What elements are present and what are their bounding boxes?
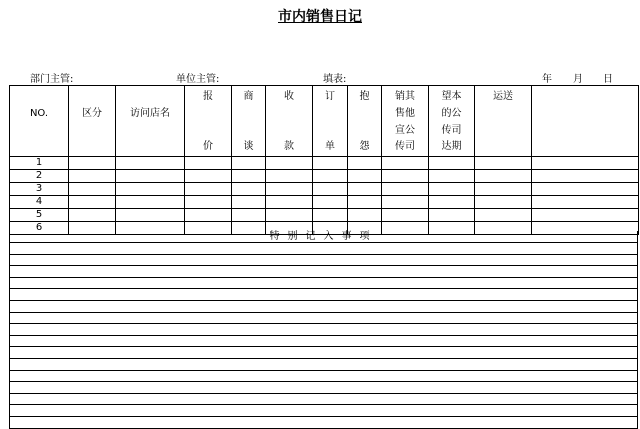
header-order: 订 单 — [313, 86, 348, 157]
notes-title: 特别记入事项 — [9, 231, 638, 243]
note-line[interactable] — [9, 278, 638, 290]
note-line[interactable] — [9, 405, 638, 417]
year-label: 年 — [542, 74, 552, 85]
row-number: 5 — [10, 209, 69, 222]
row-number: 4 — [10, 196, 69, 209]
header-row — [10, 86, 639, 157]
note-line[interactable] — [9, 243, 638, 255]
note-line[interactable] — [9, 382, 638, 394]
dept-head-label: 部门主管: — [30, 74, 74, 85]
note-line[interactable] — [9, 301, 638, 313]
header-negotiate: 商 谈 — [232, 86, 266, 157]
header-category: 区分 — [69, 86, 116, 157]
unit-head-label: 单位主管: — [176, 74, 220, 85]
day-label: 日 — [603, 74, 613, 85]
note-line[interactable] — [9, 347, 638, 359]
header-complaint: 抱 怨 — [348, 86, 382, 157]
note-line[interactable] — [9, 359, 638, 371]
row-number: 6 — [10, 222, 69, 235]
header-blank — [532, 86, 639, 157]
table-row — [10, 157, 639, 170]
note-line[interactable] — [9, 289, 638, 301]
header-payment: 收 款 — [266, 86, 313, 157]
note-line[interactable] — [9, 336, 638, 348]
note-line[interactable] — [9, 266, 638, 278]
note-line[interactable] — [9, 255, 638, 267]
header-shipping: 运送 — [475, 86, 532, 157]
table-row — [10, 196, 639, 209]
note-line[interactable] — [9, 313, 638, 325]
table-row — [10, 170, 639, 183]
sales-table — [9, 85, 639, 235]
note-line[interactable] — [9, 394, 638, 406]
header-hope: 望本 的公 传司 达期 — [429, 86, 475, 157]
row-number: 3 — [10, 183, 69, 196]
month-label: 月 — [573, 74, 583, 85]
table-row — [10, 183, 639, 196]
table-row — [10, 209, 639, 222]
header-store: 访问店名 — [116, 86, 185, 157]
notes-section — [9, 231, 638, 429]
note-line[interactable] — [9, 417, 638, 429]
note-line[interactable] — [9, 371, 638, 383]
header-other-promo: 销其 售他 宣公 传司 — [382, 86, 429, 157]
row-number: 2 — [10, 170, 69, 183]
header-quote: 报 价 — [185, 86, 232, 157]
row-number: 1 — [10, 157, 69, 170]
form-title: 市内销售日记 — [278, 9, 362, 25]
note-line[interactable] — [9, 324, 638, 336]
header-no: NO. — [10, 86, 69, 157]
filler-label: 填表: — [323, 74, 347, 85]
